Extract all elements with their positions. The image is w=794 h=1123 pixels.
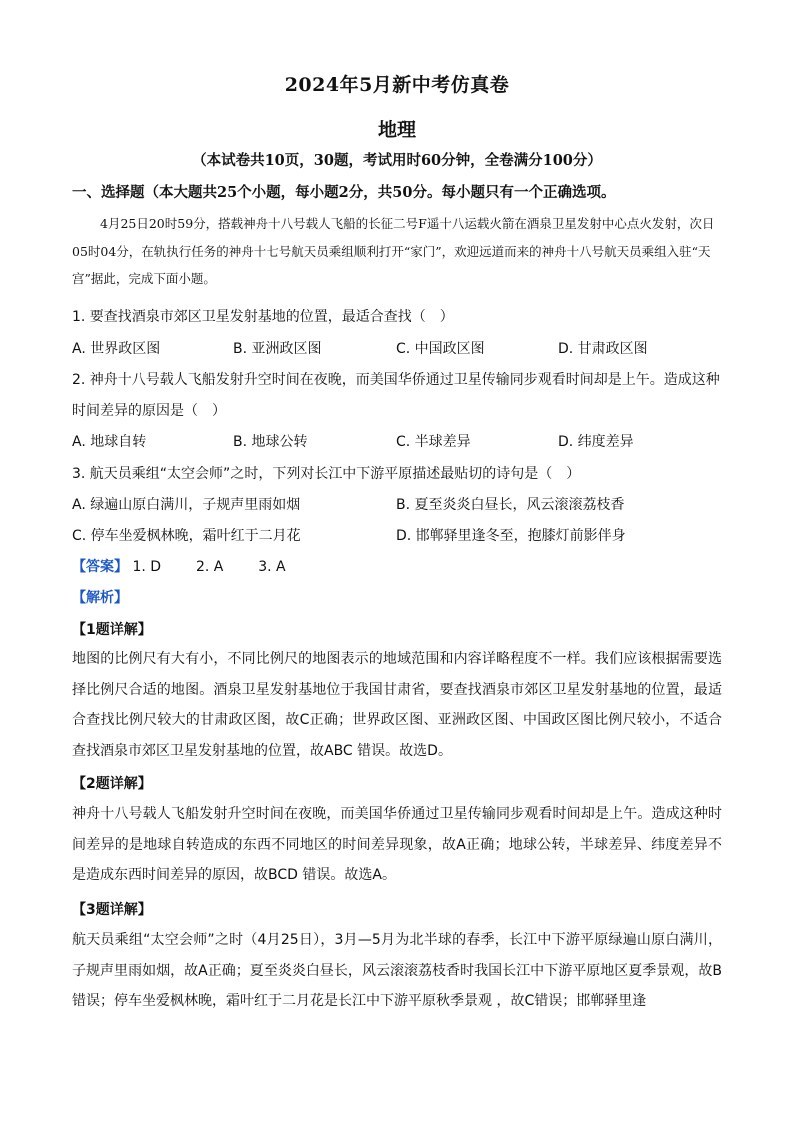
analysis-2-text: 神舟十八号载人飞船发射升空时间在夜晚，而美国华侨通过卫星传输同步观看时间却是上午。造成这种时间差异的是地球自转造成的东西不同地区的时间差异现象，故A正确；地球公转，半球差异、纬度差异不是造成东西时间差异的原因，故BCD 错误。故选A。 [72, 806, 722, 883]
analysis-3-text: 航天员乘组“太空会师”之时（4月25日），3月—5月为北半球的春季，长江中下游平原绿遍山原白满川，子规声里雨如烟，故A正确；夏至炎炎白昼长，风云滚滚荔枝香时我国长江中下游平原地区夏季景观，故B错误；停车坐爱枫林晚，霜叶红于二月花是长江中下游平原秋季景观 ，故C错误；邯郸驿里逢 [72, 932, 722, 1009]
question-2-option-c: C. 半球差异 [396, 434, 471, 450]
question-1-option-d: D. 甘肃政区图 [558, 341, 648, 357]
question-intro: 4月25日20时59分，搭载神舟十八号载人飞船的长征二号F遥十八运载火箭在酒泉卫星发射中心点火发射，次日05时04分，在轨执行任务的神舟十七号航天员乘组顺利打开“家门”，欢迎远道而来的神舟十八号航天员乘组入驻“天宫”据此，完成下面小题。 [72, 216, 715, 286]
exam-meta: （本试卷共10页，30题，考试用时60分钟，全卷满分100分） [192, 152, 602, 169]
section-heading: 一、选择题（本大题共25个小题，每小题2分，共50分。每小题只有一个正确选项。 [72, 184, 616, 201]
analysis-2-heading: 【2题详解】 [72, 776, 152, 792]
analysis-1-text: 地图的比例尺有大有小，不同比例尺的地图表示的地域范围和内容详略程度不一样。我们应该根据需要选择比例尺合适的地图。酒泉卫星发射基地位于我国甘肃省，要查找酒泉市郊区卫星发射基地的位置，最适合查找比例尺较大的甘肃政区图，故C正确；世界政区图、亚洲政区图、中国政区图比例尺较小，不适合查找酒泉市郊区卫星发射基地的位置，故ABC 错误。故选D。 [72, 651, 722, 759]
analysis-1-heading: 【1题详解】 [72, 622, 152, 638]
page-title: 2024年5月新中考仿真卷 [284, 74, 510, 96]
question-2-option-b: B. 地球公转 [233, 434, 308, 450]
question-1-option-c: C. 中国政区图 [396, 341, 485, 357]
analysis-label: 【解析】 [72, 590, 128, 606]
question-1-stem: 1. 要查找酒泉市郊区卫星发射基地的位置，最适合查找（ ） [72, 309, 454, 325]
question-3-option-d: D. 邯郸驿里逢冬至，抱膝灯前影伴身 [396, 528, 626, 544]
answer-row [72, 556, 286, 576]
question-1-option-a: A. 世界政区图 [72, 341, 161, 357]
question-3-stem: 3. 航天员乘组“太空会师”之时，下列对长江中下游平原描述最贴切的诗句是（ ） [72, 466, 581, 482]
analysis-3-heading: 【3题详解】 [72, 902, 152, 918]
question-3-option-b: B. 夏至炎炎白昼长，风云滚滚荔枝香 [396, 497, 625, 513]
question-2-option-d: D. 纬度差异 [558, 434, 634, 450]
question-1-option-b: B. 亚洲政区图 [233, 341, 322, 357]
answer-label: 【答案】 [72, 559, 128, 575]
question-2-option-a: A. 地球自转 [72, 434, 147, 450]
question-2-stem-line-2: 时间差异的原因是（ ） [72, 403, 226, 419]
subject-title: 地理 [377, 119, 416, 141]
question-3-option-a: A. 绿遍山原白满川，子规声里雨如烟 [72, 497, 301, 513]
answer-2: 2. A [195, 559, 224, 575]
question-3-option-c: C. 停车坐爱枫林晚，霜叶红于二月花 [72, 528, 301, 544]
question-2-stem-line-1: 2. 神舟十八号载人飞船发射升空时间在夜晚，而美国华侨通过卫星传输同步观看时间却是上午。造成这种 [72, 372, 720, 388]
answer-1: 1. D [132, 559, 162, 575]
answer-3: 3. A [258, 559, 286, 575]
